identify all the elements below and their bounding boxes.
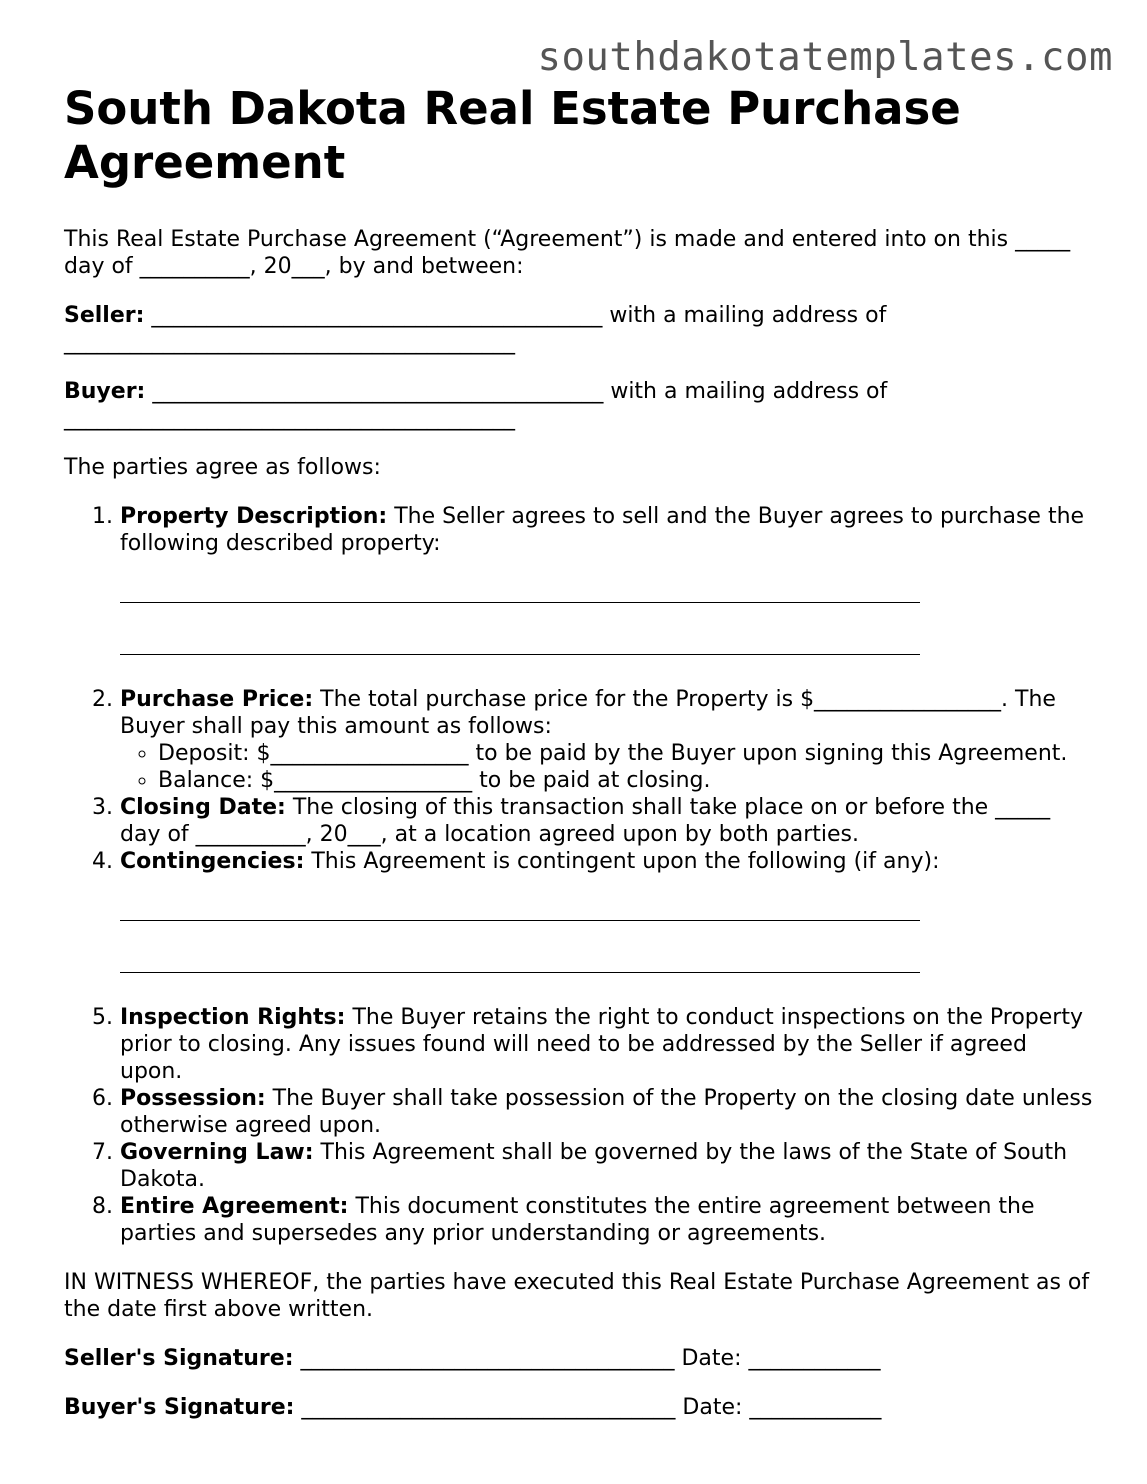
buyer-signature-label: Buyer's Signature: [64, 1395, 295, 1420]
section-text: The Seller agrees to sell and the Buyer agrees to purchase the following described property: [120, 504, 1085, 556]
payment-balance: ◦ Balance: $__________________ to be paid at closing. [158, 767, 1094, 794]
section-purchase-price [120, 686, 1094, 794]
contingency-blank-line [120, 972, 920, 973]
buyer-fields: _________________________________________ with a mailing address of _________________________________________ [64, 379, 888, 431]
section-entire-agreement [120, 1193, 1094, 1247]
section-text: This Agreement shall be governed by the laws of the State of South Dakota. [120, 1140, 1068, 1192]
section-text: The total purchase price for the Property is $_________________. The Buyer shall pay this amount as follows: [120, 687, 1056, 739]
intro-paragraph: This Real Estate Purchase Agreement (“Agreement”) is made and entered into on this _____ day of __________, 20___, by and between: [64, 227, 1071, 279]
section-closing-date [120, 794, 1094, 848]
seller-signature-label: Seller's Signature: [64, 1346, 294, 1371]
property-blank-line [120, 654, 920, 655]
section-contingencies [120, 848, 1094, 973]
section-text: The closing of this transaction shall take place on or before the _____ day of __________, 20___, at a location agreed upon by both parties. [120, 795, 1051, 847]
section-text: This document constitutes the entire agreement between the parties and supersedes any prior understanding or agreements. [120, 1194, 1035, 1246]
buyer-signature-fields: __________________________________ Date: ____________ [294, 1395, 882, 1420]
seller-signature-line [64, 1345, 1094, 1372]
section-label: Closing Date: [120, 795, 286, 820]
seller-label: Seller: [64, 303, 145, 328]
section-property-description [120, 503, 1094, 655]
payment-list [120, 740, 1094, 794]
seller-line [64, 302, 1094, 356]
section-text: This Agreement is contingent upon the following (if any): [304, 849, 940, 874]
buyer-label: Buyer: [64, 379, 146, 404]
section-label: Contingencies: [120, 849, 305, 874]
payment-deposit: ◦ Deposit: $__________________ to be paid by the Buyer upon signing this Agreement. [158, 740, 1094, 767]
seller-fields: _________________________________________ with a mailing address of _________________________________________ [64, 303, 887, 355]
page-title: South Dakota Real Estate Purchase Agreement [64, 82, 961, 189]
section-label: Possession: [120, 1086, 266, 1111]
section-label: Purchase Price: [120, 687, 314, 712]
document-page [64, 82, 1094, 1421]
agree-text: The parties agree as follows: [64, 455, 381, 480]
section-text: The Buyer retains the right to conduct inspections on the Property prior to closing. Any issues found will need to be addressed by the Seller if agreed upon. [120, 1005, 1083, 1084]
section-label: Governing Law: [120, 1140, 314, 1165]
section-label: Inspection Rights: [120, 1005, 346, 1030]
section-possession [120, 1085, 1094, 1139]
section-label: Property Description: [120, 504, 388, 529]
contingency-blank-line [120, 920, 920, 921]
buyer-line [64, 378, 1094, 432]
section-inspection-rights [120, 1004, 1094, 1085]
watermark: southdakotatemplates.com [537, 35, 1113, 80]
section-governing-law [120, 1139, 1094, 1193]
section-text: The Buyer shall take possession of the Property on the closing date unless otherwise agreed upon. [120, 1086, 1093, 1138]
sections-list [64, 503, 1094, 1247]
witness-paragraph: IN WITNESS WHEREOF, the parties have executed this Real Estate Purchase Agreement as of the date first above written. [64, 1270, 1090, 1322]
property-blank-line [120, 602, 920, 603]
section-label: Entire Agreement: [120, 1194, 349, 1219]
buyer-signature-line [64, 1394, 1094, 1421]
seller-signature-fields: __________________________________ Date: ____________ [293, 1346, 881, 1371]
